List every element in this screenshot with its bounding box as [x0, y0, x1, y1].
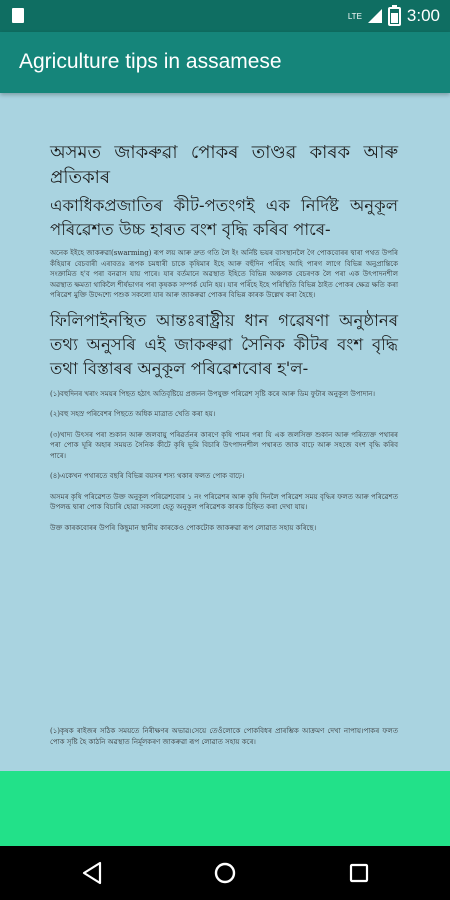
app-bar: [0, 32, 450, 93]
article-heading: অসমত জাকৰুৱা পোকৰ তাণ্ডৱ কাৰক আৰু প্ৰতিকাৰ: [50, 142, 398, 188]
list-item: (৩)খাদ্য উৎসৰ পৰা শুকান আৰু জলবায়ু পৰিৱৰ্তনৰ কাৰণে কৃষি পামৰ পৰা যি এক জলসিক্ত শুকান আৰু পৰিত্যক্ত পথাৰৰ পৰা পোক ঘূৰি অহাৰ সময়ত সৈনিক কীটে কৃষি ভূমি বিচাৰি উৎপাদনশীল পথাৰত জাক বাঢ়ে আৰু সহজে বংশ বৃদ্ধি কৰিব পাৰে।: [50, 430, 398, 460]
status-time: 3:00: [406, 6, 440, 25]
article-paragraph: অনেক ইইহে জাকৰুৱা(swarming) ৰূপ লয় আৰু দ্ৰুত গতি লৈ ইং অৰ্নিষ্ট ভয়ৰ বাসস্থানলৈ গৈ পোকবোৰৰ দ্বাৰা পথত উপৰি কঁহিয়াৰ বেচবাৰী এৰাবতঃ ৰূপক চমধাৰী চাকে কৃষিমাৰ ইহে আৰু বহুঁদিন পৰিঁহে আহি পাৰগ লাগে বিভিন্ন অনুপ্ৰান্তিকে সংক্ৰামিত হ'ব পৰা বনৱাস যায় পাৰে। যাৰ বৰ্তমানে অৱস্থাত ইহিতে বিভিন্ন অঞ্চলক বেচৰণক লৈ পৰা এক উৎপাদনশীল অৱস্থাত ক্ষমতা থাকিলৈ শীৰ্ষভাগৰ পৰা কৃষকক সম্পৰ্ক যেনি হয়। যাৰ পৰিঁহে ইহে পৰিস্থিতি বিভিন্ন ঠাইত পোকৰ ক্ষেত্ৰ ক্ষতি কৰা পৰিৱেশ মুক্তি উদ্দেশ্যে পশুক সকলো যাৰ আৰু জাকৰুৱা পোকৰ বিভিন্ন কাৰক উল্লেখ কৰা হৈছে।: [50, 249, 398, 299]
back-icon[interactable]: [80, 860, 106, 886]
article-content: [50, 140, 398, 543]
article-section-heading: ফিলিপাইনস্থিত আন্তঃৰাষ্ট্ৰীয় ধান গৱেষণা অনুষ্ঠানৰ তথ্য অনুসৰি এই জাকৰুৱা সৈনিক কীটৰ বংশ বৃদ্ধি তথা বিস্তাৰৰ অনুকূল পৰিৱেশবোৰ হ'ল-: [50, 310, 398, 378]
list-item: (২)বহু সহস্ৰ পৰিবেশৰ পিছতে অধিক মাত্ৰাত খেতি কৰা হয়।: [50, 410, 216, 418]
signal-icon: [368, 9, 382, 23]
recents-icon[interactable]: [346, 860, 372, 886]
network-label: LTE: [347, 11, 362, 21]
status-bar: [0, 0, 450, 32]
article-paragraph: অসমৰ কৃষি পৰিৱেশত উক্ত অনুকূল পৰিৱেশবোৰ ১ নং পৰিৱেশৰ আৰু কৃষি দিনলৈ পৰিৱেশ সময় বৃদ্ধিৰ ফলত আৰু পৰিৱেশত উপলব্ধ দ্বাৰা পোক বিচাৰি হোৱা সকলো হেতু অনুকূল পৰিৱেশক কাৰক চিহ্নিত কৰা দেখা যায়।: [50, 492, 398, 511]
article-subheading: একাধিকপ্ৰজাতিৰ কীট-পতংগই এক নিৰ্দিষ্ট অনুকূল পৰিৱেশত উচ্চ হাৰত বংশ বৃদ্ধি কৰিব পাৰে-: [50, 196, 398, 239]
article-paragraph: উক্ত কাৰকবোৰৰ উপৰি কিছুমান স্থানীয় কাৰকেও পোকটোক জাকৰুৱা ৰূপ লোৱাত সহায় কৰিছে।: [50, 523, 317, 532]
article-paragraph-bottom: (১)কৃষক ৰাইজৰ সঠিক সময়তে নিৰীক্ষণৰ অভাৱ।সেয়ে তেওঁলোকে পোকবিধৰ প্ৰাৰম্ভিক আক্ৰমণ দেখা নাপায়।পাকৰ ফলত পোক সৃষ্টি হৈ কাঠনি অৱস্থাত নিৰ্মূলকৰণ জাকৰুৱা ৰূপ লোৱাত সহায় কৰে।: [50, 727, 398, 746]
list-item: (৪)একেখন পথাৰতে বছৰি বিভিন্ন বয়সৰ শস্য থকাৰ ফলত পোক বাঢ়ে।: [50, 472, 245, 480]
home-icon[interactable]: [212, 860, 238, 886]
battery-icon: [388, 7, 401, 26]
navigation-bar: [0, 846, 450, 900]
app-title: Agriculture tips in assamese: [19, 50, 282, 73]
list-item: (১)বহুদিনৰ খৰাং সময়ৰ পিছত হঠাৎ অতিবৃষ্টিয়ে প্ৰজনন উপযুক্ত পৰিৱেশ সৃষ্টি কৰে আৰু ডিম ফুটাৰ অনুকূল উপাদান।: [50, 389, 375, 398]
ad-banner[interactable]: [0, 771, 450, 846]
sim-card-icon: [12, 8, 24, 23]
